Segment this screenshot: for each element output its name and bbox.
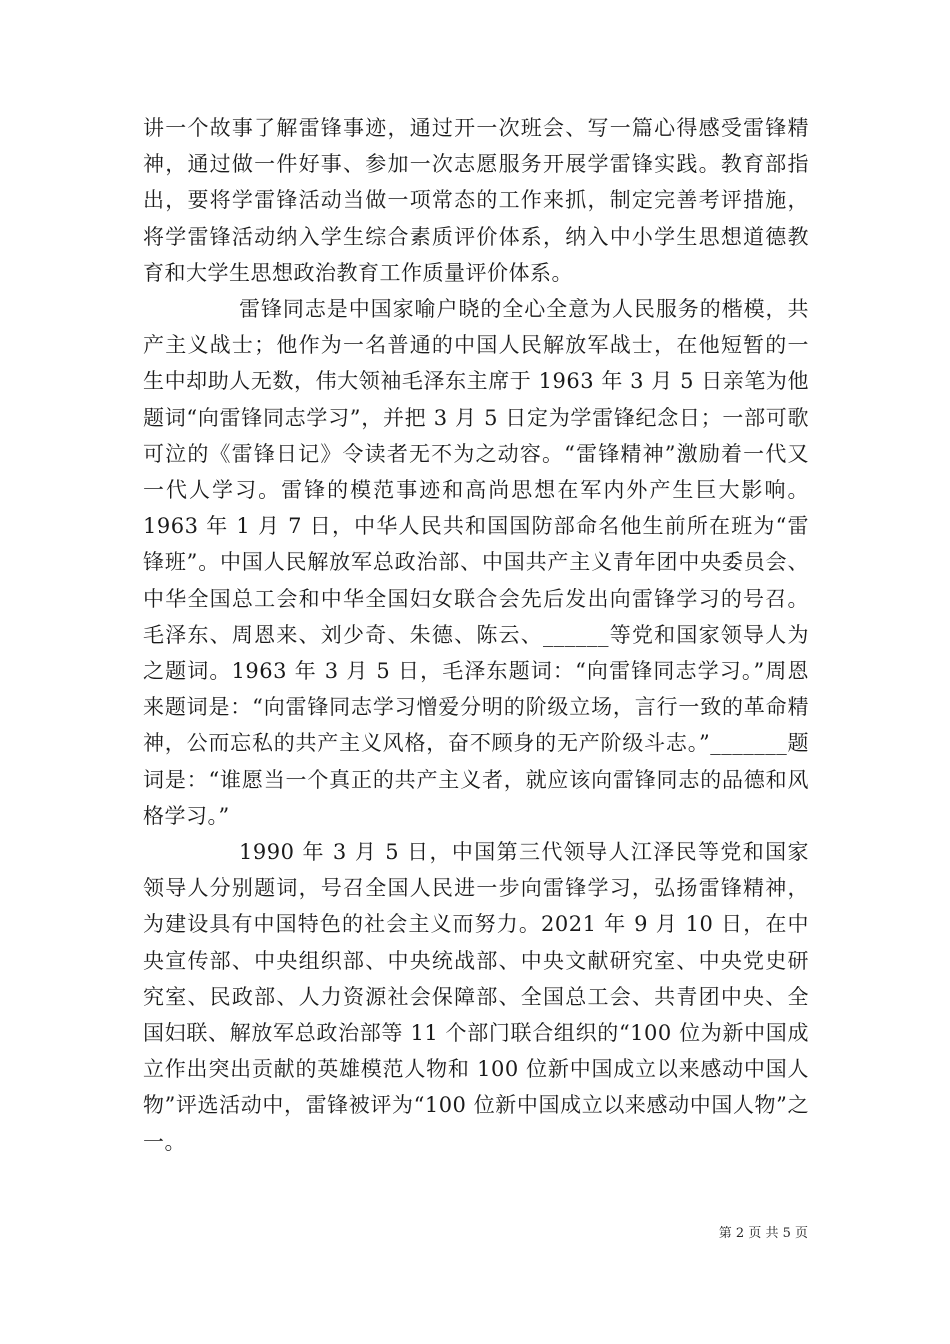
page-number-footer: 第 2 页 共 5 页: [718, 1226, 808, 1241]
paragraph-1: 讲一个故事了解雷锋事迹，通过开一次班会、写一篇心得感受雷锋精神，通过做一件好事、参加一次志愿服务开展学雷锋实践。教育部指出，要将学雷锋活动当做一项常态的工作来抓，制定完善考评措施，将学雷锋活动纳入学生综合素质评价体系，纳入中小学生思想道德教育和大学生思想政治教育工作质量评价体系。: [143, 116, 809, 285]
paragraph-2: 雷锋同志是中国家喻户晓的全心全意为人民服务的楷模，共产主义战士；他作为一名普通的中国人民解放军战士，在他短暂的一生中却助人无数，伟大领袖毛泽东主席于 1963 年 3 月 5 日亲笔为他题词“向雷锋同志学习”，并把 3 月 5 日定为学雷锋纪念日；一部可歌可泣的《雷锋日记》令读者无不为之动容。“雷锋精神”激励着一代又一代人学习。雷锋的模范事迹和高尚思想在军内外产生巨大影响。1963 年 1 月 7 日，中华人民共和国国防部命名他生前所在班为“雷锋班”。中国人民解放军总政治部、中国共产主义青年团中央委员会、中华全国总工会和中华全国妇女联合会先后发出向雷锋学习的号召。毛泽东、周恩来、刘少奇、朱德、陈云、______等党和国家领导人为之题词。1963 年 3 月 5 日，毛泽东题词：“向雷锋同志学习。”周恩来题词是：“向雷锋同志学习憎爱分明的阶级立场，言行一致的革命精神，公而忘私的共产主义风格，奋不顾身的无产阶级斗志。”_______题词是：“谁愿当一个真正的共产主义者，就应该向雷锋同志的品德和风格学习。”: [143, 297, 809, 828]
document-body: [143, 110, 809, 1160]
paragraph-3: 1990 年 3 月 5 日，中国第三代领导人江泽民等党和国家领导人分别题词，号召全国人民进一步向雷锋学习，弘扬雷锋精神，为建设具有中国特色的社会主义而努力。2021 年 9 月 10 日，在中央宣传部、中央组织部、中央统战部、中央文献研究室、中央党史研究室、民政部、人力资源社会保障部、全国总工会、共青团中央、全国妇联、解放军总政治部等 11 个部门联合组织的“100 位为新中国成立作出突出贡献的英雄模范人物和 100 位新中国成立以来感动中国人物”评选活动中，雷锋被评为“100 位新中国成立以来感动中国人物”之一。: [143, 840, 809, 1154]
